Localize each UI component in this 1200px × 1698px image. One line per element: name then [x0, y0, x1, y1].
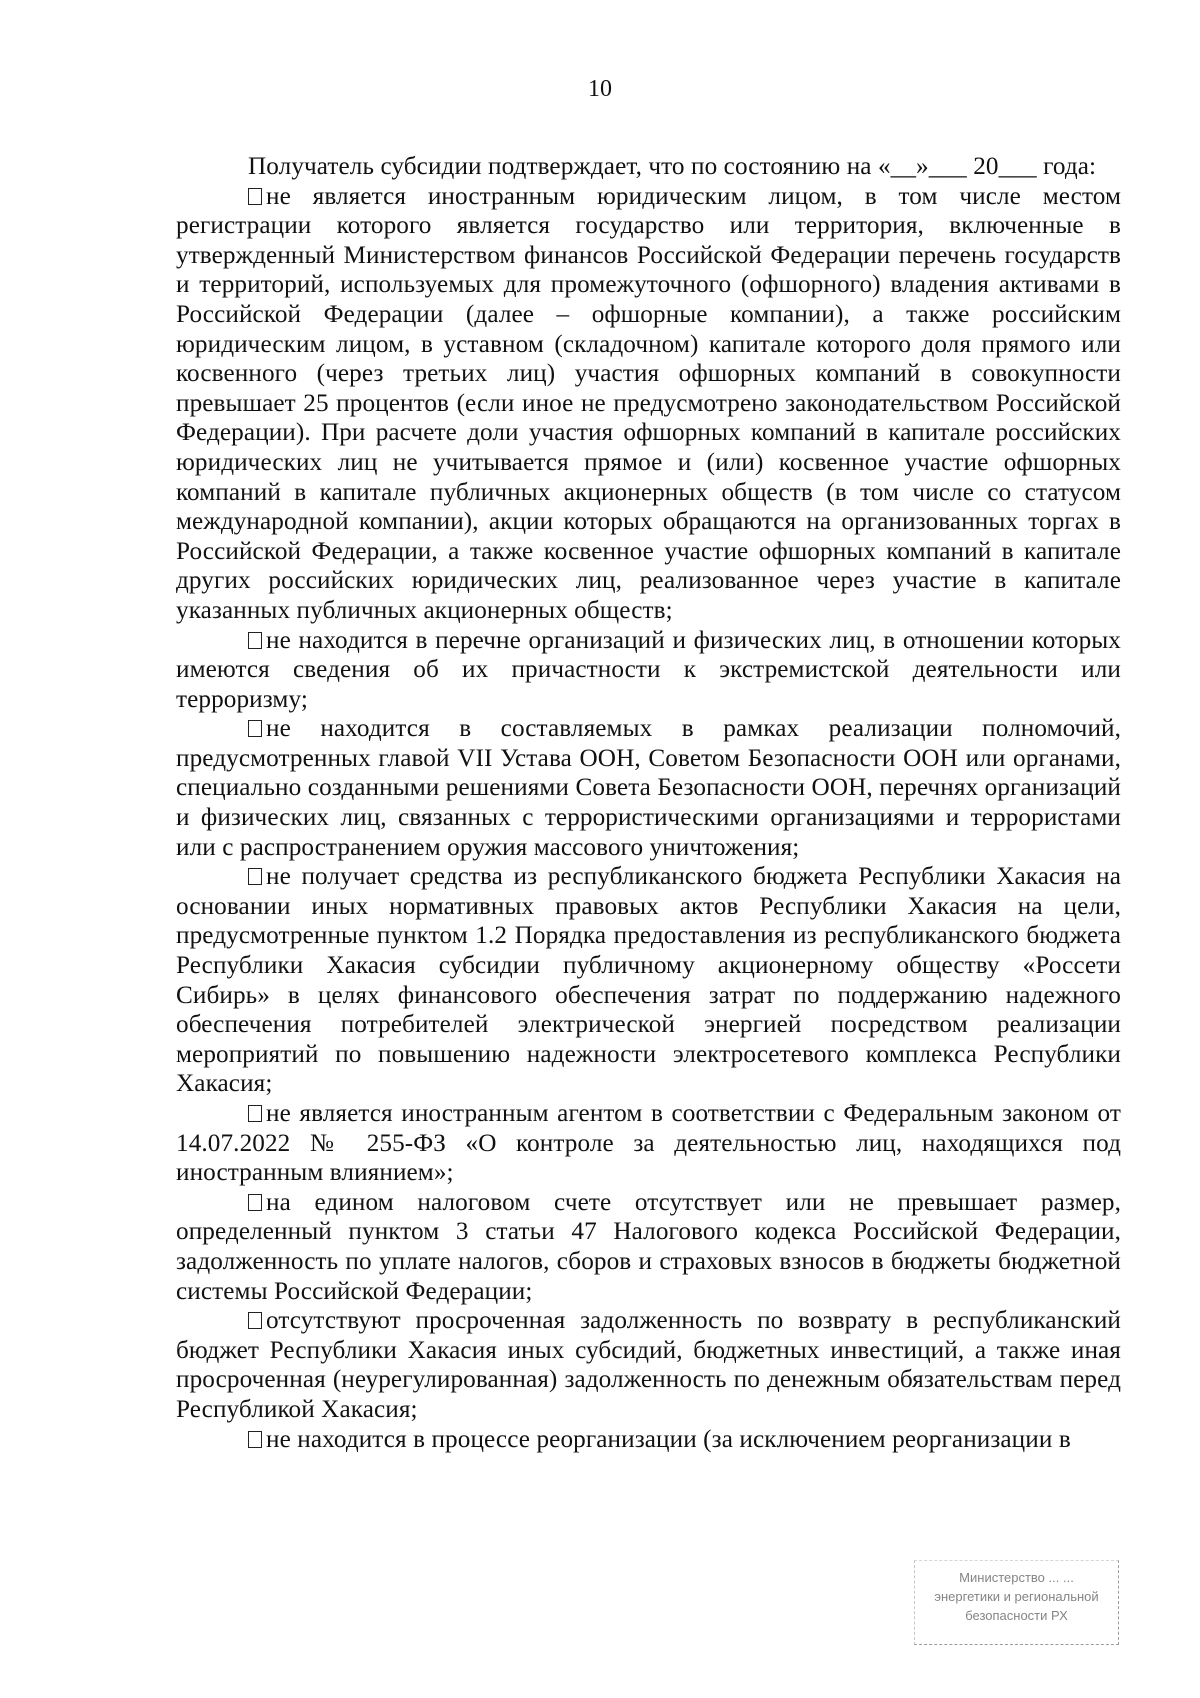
paragraph-text: не находится в процессе реорганизации (за исключением реорганизации в — [266, 1425, 1071, 1453]
paragraph-text: отсутствуют просроченная задолженность по возврату в республиканский бюджет Республики Хакасия иных субсидий, бюджетных инвестиций, а также иная просроченная (неурегулированная) задолженность по денежным обязательствам перед Республикой Хакасия; — [176, 1307, 1121, 1423]
checkbox-icon[interactable] — [248, 1194, 262, 1211]
checkbox-icon[interactable] — [248, 1105, 262, 1122]
checkbox-icon[interactable] — [248, 1312, 262, 1329]
checkbox-icon[interactable] — [248, 188, 262, 205]
condition-foreign-agent — [176, 1099, 1121, 1188]
stamp-line: безопасности РХ — [965, 1608, 1068, 1623]
page-number: 10 — [588, 76, 612, 102]
checkbox-icon[interactable] — [248, 868, 262, 885]
condition-extremism — [176, 626, 1121, 715]
paragraph-text: не находится в перечне организаций и физических лиц, в отношении которых имеются сведения об их причастности к экстремистской деятельности или терроризму; — [176, 626, 1121, 713]
paragraph-text: не получает средства из республиканского бюджета Республики Хакасия на основании иных нормативных правовых актов Республики Хакасия на цели, предусмотренные пунктом 1.2 Порядка предоставления из республиканского бюджета Республики Хакасия субсидии публичному акционерному обществу «Россети Сибирь» в целях финансового обеспечения затрат по поддержанию надежного обеспечения потребителей электрической энергией посредством реализации мероприятий по повышению надежности электросетевого комплекса Республики Хакасия; — [176, 863, 1121, 1098]
condition-overdue-debt — [176, 1306, 1121, 1424]
document-body — [176, 152, 1121, 1454]
paragraph-text: Получатель субсидии подтверждает, что по состоянию на «__»___ 20___ года: — [248, 153, 1097, 180]
condition-reorganization — [176, 1425, 1121, 1455]
paragraph-text: на едином налоговом счете отсутствует или не превышает размер, определенный пунктом 3 статьи 47 Налогового кодекса Российской Федерации, задолженность по уплате налогов, сборов и страховых взносов в бюджеты бюджетной системы Российской Федерации; — [176, 1188, 1121, 1305]
paragraph-text: не является иностранным юридическим лицом, в том числе местом регистрации которого является государство или территория, включенные в утвержденный Министерством финансов Российской Федерации перечень государств и территорий, используемых для промежуточного (офшорного) владения активами в Российской Федерации (далее – офшорные компании), а также российским юридическим лицом, в уставном (складочном) капитале которого доля прямого или косвенного (через третьих лиц) участия офшорных компаний в совокупности превышает 25 процентов (если иное не предусмотрено законодательством Российской Федерации). При расчете доли участия офшорных компаний в капитале российских юридических лиц не учитывается прямое и (или) косвенное участие офшорных компаний в капитале публичных акционерных обществ (в том числе со статусом международной компании), акции которых обращаются на организованных торгах в Российской Федерации, а также косвенное участие офшорных компаний в капитале других российских юридических лиц, реализованное через участие в капитале указанных публичных акционерных обществ; — [176, 182, 1121, 624]
registration-stamp — [914, 1560, 1119, 1645]
stamp-line: Министерство ... ... — [959, 1570, 1074, 1585]
condition-budget-funds — [176, 862, 1121, 1099]
checkbox-icon[interactable] — [248, 720, 262, 737]
paragraph-text: не является иностранным агентом в соответствии с Федеральным законом от 14.07.2022 № 255-ФЗ «О контроле за деятельностью лиц, находящихся под иностранным влиянием»; — [176, 1100, 1121, 1187]
paragraph-text: не находится в составляемых в рамках реализации полномочий, предусмотренных главой VII Устава ООН, Советом Безопасности ООН или органами, специально созданными решениями Совета Безопасности ООН, перечнях организаций и физических лиц, связанных с террористическими организациями и террористами или с распространением оружия массового уничтожения; — [176, 715, 1121, 861]
intro-paragraph — [176, 152, 1121, 182]
checkbox-icon[interactable] — [248, 632, 262, 649]
condition-un-lists — [176, 714, 1121, 862]
condition-tax-debt — [176, 1188, 1121, 1306]
condition-offshore — [176, 182, 1121, 626]
checkbox-icon[interactable] — [248, 1431, 262, 1448]
stamp-line: энергетики и региональной — [934, 1589, 1099, 1604]
